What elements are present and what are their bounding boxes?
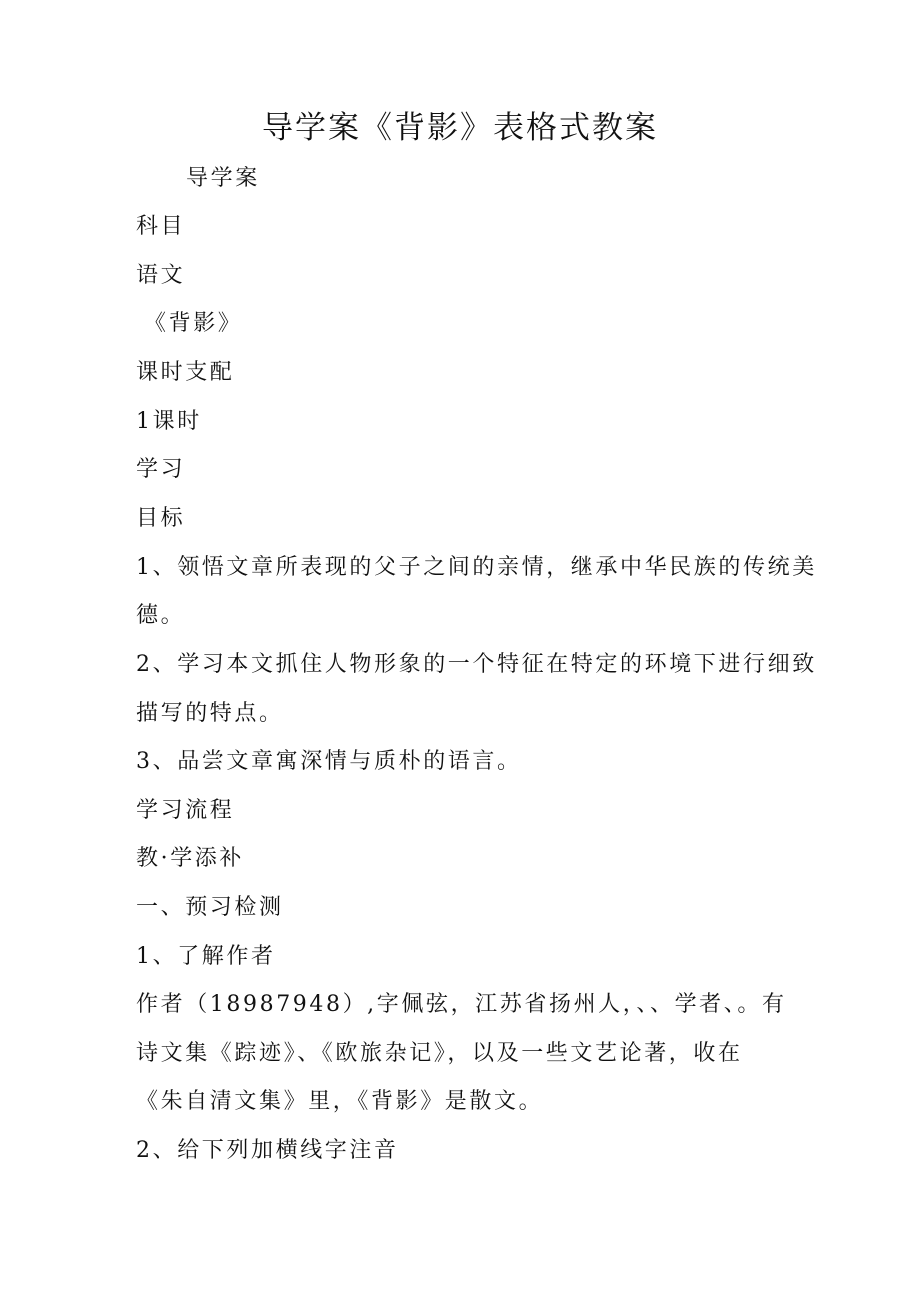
author-paragraph-2: 诗文集《踪迹》、《欧旅杂记》，以及一些文艺论著，收在 (136, 1041, 743, 1066)
author-paragraph-1: 作者（18987948）,字佩弦，江苏省扬州人，、、学者、。有 (136, 992, 787, 1017)
value-class-hours: 1课时 (136, 409, 202, 434)
label-learning: 学习 (136, 457, 186, 482)
objective-3: 3、品尝文章寓深情与质朴的语言。 (136, 749, 522, 774)
value-subject: 语文 (136, 263, 186, 288)
label-objectives: 目标 (136, 506, 186, 531)
label-class-hours: 课时支配 (136, 360, 235, 385)
subtitle-daoxuean: 导学案 (186, 166, 260, 191)
objective-1: 1、领悟文章所表现的父子之间的亲情，继承中华民族的传统美 (136, 555, 817, 580)
objective-1-cont: 德。 (136, 603, 186, 628)
objective-2: 2、学习本文抓住人物形象的一个特征在特定的环境下进行细致 (136, 652, 817, 677)
label-teaching-supplement: 教·学添补 (136, 846, 244, 871)
item-pinyin-annotation: 2、给下列加横线字注音 (136, 1138, 399, 1163)
page-title: 导学案《背影》表格式教案 (262, 110, 658, 146)
author-paragraph-3: 《朱自清文集》里，《背影》是散文。 (136, 1089, 544, 1114)
objective-2-cont: 描写的特点。 (136, 701, 284, 726)
label-learning-process: 学习流程 (136, 798, 235, 823)
lesson-name: 《背影》 (144, 311, 243, 336)
section-preview-check: 一、预习检测 (136, 895, 284, 920)
label-subject: 科目 (136, 214, 186, 239)
item-about-author: 1、了解作者 (136, 944, 276, 969)
